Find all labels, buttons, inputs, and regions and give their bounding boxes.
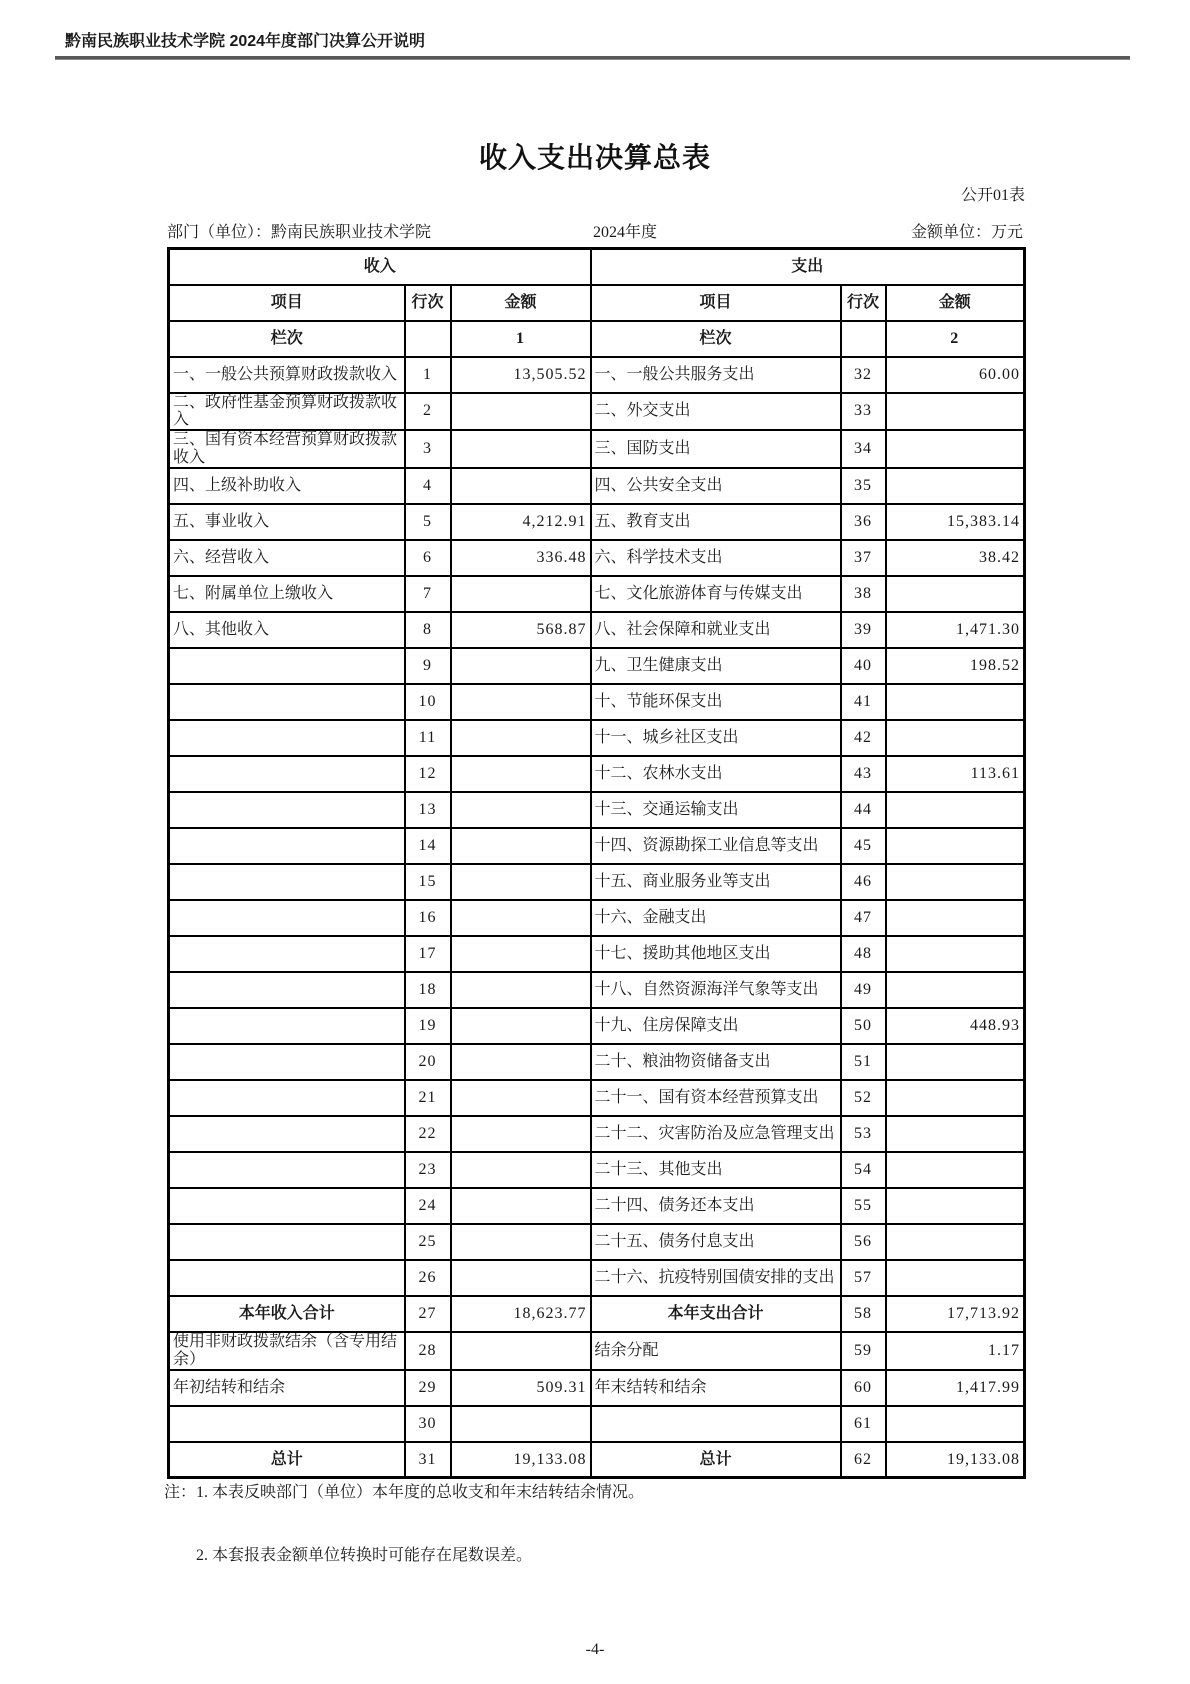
expenditure-item-cell: 十三、交通运输支出: [591, 792, 841, 828]
expenditure-line-number-cell: 53: [841, 1116, 886, 1152]
income-amount-cell: [451, 393, 591, 431]
expenditure-item-cell: 结余分配: [591, 1332, 841, 1370]
expenditure-item-cell: 十五、商业服务业等支出: [591, 864, 841, 900]
table-row: [169, 1224, 1025, 1260]
expenditure-item-cell: 本年支出合计: [591, 1296, 841, 1332]
income-line-number-cell: 3: [405, 430, 451, 468]
expenditure-line-number-cell: 57: [841, 1260, 886, 1296]
expenditure-amount-cell: 60.00: [886, 357, 1025, 393]
income-line-number-cell: 10: [405, 684, 451, 720]
table-row: [169, 1044, 1025, 1080]
expenditure-line-number-cell: 61: [841, 1406, 886, 1442]
income-item-cell: [169, 828, 405, 864]
table-row: [169, 720, 1025, 756]
expenditure-line-number-cell: 50: [841, 1008, 886, 1044]
expenditure-line-number-cell: 54: [841, 1152, 886, 1188]
expenditure-line-header: 行次: [841, 285, 886, 321]
table-row: [169, 1008, 1025, 1044]
column-header-row: [169, 285, 1025, 321]
expenditure-item-cell: 九、卫生健康支出: [591, 648, 841, 684]
income-line-number-cell: 15: [405, 864, 451, 900]
income-line-number-cell: 5: [405, 504, 451, 540]
expenditure-item-cell: 二十三、其他支出: [591, 1152, 841, 1188]
expenditure-item-cell: 二十、粮油物资储备支出: [591, 1044, 841, 1080]
expenditure-line-number-cell: 45: [841, 828, 886, 864]
income-item-cell: [169, 1044, 405, 1080]
expenditure-amount-cell: [886, 900, 1025, 936]
table-row: [169, 972, 1025, 1008]
income-amount-cell: [451, 1044, 591, 1080]
expenditure-item-cell: 十二、农林水支出: [591, 756, 841, 792]
table-code-label: 公开01表: [960, 187, 1025, 204]
expenditure-item-cell: 年末结转和结余: [591, 1370, 841, 1406]
income-lanci-line-blank: [405, 321, 451, 357]
expenditure-amount-cell: [886, 430, 1025, 468]
expenditure-line-number-cell: 42: [841, 720, 886, 756]
income-amount-cell: [451, 684, 591, 720]
expenditure-line-number-cell: 52: [841, 1080, 886, 1116]
income-amount-cell: [451, 792, 591, 828]
expenditure-amount-cell: [886, 936, 1025, 972]
table-row: [169, 1296, 1025, 1332]
income-line-header: 行次: [405, 285, 451, 321]
expenditure-amount-cell: 1.17: [886, 1332, 1025, 1370]
income-item-cell: [169, 864, 405, 900]
income-line-number-cell: 17: [405, 936, 451, 972]
page-title: 收入支出决算总表: [478, 142, 711, 173]
income-amount-cell: 18,623.77: [451, 1296, 591, 1332]
table-row: [169, 540, 1025, 576]
income-item-cell: [169, 1008, 405, 1044]
expenditure-line-number-cell: 47: [841, 900, 886, 936]
income-item-cell: 本年收入合计: [169, 1296, 405, 1332]
expenditure-lanci-label: 栏次: [591, 321, 841, 357]
expenditure-amount-cell: 19,133.08: [886, 1442, 1025, 1478]
expenditure-item-cell: 十七、援助其他地区支出: [591, 936, 841, 972]
table-row: [169, 936, 1025, 972]
income-line-number-cell: 20: [405, 1044, 451, 1080]
income-item-cell: 八、其他收入: [169, 612, 405, 648]
income-item-cell: [169, 1080, 405, 1116]
income-item-cell: [169, 648, 405, 684]
expenditure-item-cell: 二十一、国有资本经营预算支出: [591, 1080, 841, 1116]
income-amount-cell: [451, 936, 591, 972]
header-divider-rule: [55, 56, 1130, 60]
expenditure-amount-cell: 198.52: [886, 648, 1025, 684]
table-row: [169, 1152, 1025, 1188]
income-amount-cell: [451, 1224, 591, 1260]
income-line-number-cell: 18: [405, 972, 451, 1008]
income-amount-cell: [451, 864, 591, 900]
income-item-cell: [169, 756, 405, 792]
table-row: [169, 864, 1025, 900]
expenditure-line-number-cell: 56: [841, 1224, 886, 1260]
expenditure-line-number-cell: 49: [841, 972, 886, 1008]
income-item-cell: 一、一般公共预算财政拨款收入: [169, 357, 405, 393]
expenditure-amount-cell: [886, 393, 1025, 431]
income-item-cell: [169, 1188, 405, 1224]
income-amount-cell: 19,133.08: [451, 1442, 591, 1478]
expenditure-item-cell: 五、教育支出: [591, 504, 841, 540]
income-item-cell: [169, 900, 405, 936]
income-item-cell: [169, 936, 405, 972]
table-row: [169, 468, 1025, 504]
table-row: [169, 1080, 1025, 1116]
table-row: [169, 576, 1025, 612]
table-row: [169, 684, 1025, 720]
income-amount-cell: [451, 648, 591, 684]
income-line-number-cell: 11: [405, 720, 451, 756]
expenditure-line-number-cell: 33: [841, 393, 886, 431]
income-amount-cell: [451, 1008, 591, 1044]
expenditure-item-cell: 六、科学技术支出: [591, 540, 841, 576]
expenditure-item-cell: 十九、住房保障支出: [591, 1008, 841, 1044]
income-amount-cell: 509.31: [451, 1370, 591, 1406]
income-line-number-cell: 1: [405, 357, 451, 393]
income-line-number-cell: 14: [405, 828, 451, 864]
document-header-title: 黔南民族职业技术学院 2024年度部门决算公开说明: [65, 33, 426, 50]
expenditure-amount-cell: [886, 1188, 1025, 1224]
column-index-row: [169, 321, 1025, 357]
table-row: [169, 504, 1025, 540]
expenditure-item-header: 项目: [591, 285, 841, 321]
income-item-cell: 四、上级补助收入: [169, 468, 405, 504]
expenditure-line-number-cell: 51: [841, 1044, 886, 1080]
expenditure-amount-cell: [886, 1116, 1025, 1152]
income-amount-cell: [451, 900, 591, 936]
income-item-cell: 三、国有资本经营预算财政拨款收入: [169, 430, 405, 468]
income-item-cell: 使用非财政拨款结余（含专用结余）: [169, 1332, 405, 1370]
expenditure-amount-cell: [886, 684, 1025, 720]
expenditure-item-cell: 一、一般公共服务支出: [591, 357, 841, 393]
income-amount-cell: [451, 972, 591, 1008]
expenditure-item-cell: [591, 1406, 841, 1442]
income-item-cell: [169, 684, 405, 720]
income-item-cell: [169, 720, 405, 756]
income-line-number-cell: 9: [405, 648, 451, 684]
income-line-number-cell: 25: [405, 1224, 451, 1260]
income-item-cell: [169, 792, 405, 828]
income-amount-cell: 4,212.91: [451, 504, 591, 540]
expenditure-line-number-cell: 36: [841, 504, 886, 540]
expenditure-item-cell: 七、文化旅游体育与传媒支出: [591, 576, 841, 612]
expenditure-column-index: 2: [886, 321, 1025, 357]
table-row: [169, 1442, 1025, 1478]
expenditure-line-number-cell: 58: [841, 1296, 886, 1332]
expenditure-amount-cell: 17,713.92: [886, 1296, 1025, 1332]
table-data-rows: [169, 357, 1025, 1478]
income-amount-cell: [451, 1152, 591, 1188]
income-line-number-cell: 27: [405, 1296, 451, 1332]
income-line-number-cell: 28: [405, 1332, 451, 1370]
income-column-index: 1: [451, 321, 591, 357]
expenditure-amount-cell: [886, 792, 1025, 828]
expenditure-section-header: 支出: [591, 249, 1025, 285]
income-section-header: 收入: [169, 249, 591, 285]
income-item-header: 项目: [169, 285, 405, 321]
expenditure-item-cell: 十、节能环保支出: [591, 684, 841, 720]
expenditure-item-cell: 二十四、债务还本支出: [591, 1188, 841, 1224]
expenditure-item-cell: 总计: [591, 1442, 841, 1478]
income-amount-cell: [451, 720, 591, 756]
income-amount-cell: [451, 1332, 591, 1370]
income-amount-cell: [451, 576, 591, 612]
table-row: [169, 430, 1025, 468]
expenditure-item-cell: 二、外交支出: [591, 393, 841, 431]
expenditure-item-cell: 二十二、灾害防治及应急管理支出: [591, 1116, 841, 1152]
income-line-number-cell: 12: [405, 756, 451, 792]
income-amount-cell: 568.87: [451, 612, 591, 648]
expenditure-amount-cell: 448.93: [886, 1008, 1025, 1044]
income-item-cell: [169, 972, 405, 1008]
expenditure-amount-cell: 1,471.30: [886, 612, 1025, 648]
income-amount-cell: [451, 430, 591, 468]
income-amount-cell: [451, 468, 591, 504]
income-line-number-cell: 8: [405, 612, 451, 648]
expenditure-item-cell: 八、社会保障和就业支出: [591, 612, 841, 648]
expenditure-line-number-cell: 37: [841, 540, 886, 576]
expenditure-amount-cell: [886, 828, 1025, 864]
income-item-cell: 六、经营收入: [169, 540, 405, 576]
expenditure-amount-cell: [886, 972, 1025, 1008]
expenditure-line-number-cell: 41: [841, 684, 886, 720]
income-line-number-cell: 26: [405, 1260, 451, 1296]
meta-amount-unit: 金额单位：万元: [910, 224, 1023, 241]
expenditure-line-number-cell: 39: [841, 612, 886, 648]
expenditure-line-number-cell: 32: [841, 357, 886, 393]
income-amount-cell: [451, 828, 591, 864]
table-row: [169, 1188, 1025, 1224]
income-amount-cell: 336.48: [451, 540, 591, 576]
income-item-cell: [169, 1224, 405, 1260]
income-line-number-cell: 13: [405, 792, 451, 828]
income-amount-cell: [451, 1406, 591, 1442]
income-line-number-cell: 2: [405, 393, 451, 431]
expenditure-line-number-cell: 43: [841, 756, 886, 792]
expenditure-item-cell: 十一、城乡社区支出: [591, 720, 841, 756]
expenditure-amount-cell: 113.61: [886, 756, 1025, 792]
expenditure-amount-cell: [886, 576, 1025, 612]
table-row: [169, 612, 1025, 648]
expenditure-line-number-cell: 48: [841, 936, 886, 972]
income-amount-cell: [451, 1116, 591, 1152]
income-line-number-cell: 31: [405, 1442, 451, 1478]
table-row: [169, 828, 1025, 864]
table-row: [169, 792, 1025, 828]
expenditure-lanci-line-blank: [841, 321, 886, 357]
expenditure-item-cell: 十六、金融支出: [591, 900, 841, 936]
expenditure-amount-cell: [886, 1044, 1025, 1080]
expenditure-amount-cell: [886, 1080, 1025, 1116]
income-item-cell: [169, 1260, 405, 1296]
income-amount-cell: [451, 1080, 591, 1116]
expenditure-line-number-cell: 60: [841, 1370, 886, 1406]
income-item-cell: 年初结转和结余: [169, 1370, 405, 1406]
expenditure-amount-cell: [886, 1224, 1025, 1260]
expenditure-line-number-cell: 38: [841, 576, 886, 612]
income-line-number-cell: 30: [405, 1406, 451, 1442]
income-item-cell: 七、附属单位上缴收入: [169, 576, 405, 612]
expenditure-amount-header: 金额: [886, 285, 1025, 321]
table-row: [169, 756, 1025, 792]
expenditure-amount-cell: [886, 864, 1025, 900]
table-meta-row: [0, 219, 1190, 241]
table-note-1: 注：1. 本表反映部门（单位）本年度的总收支和年末结转结余情况。: [164, 1484, 645, 1501]
income-item-cell: 二、政府性基金预算财政拨款收入: [169, 393, 405, 431]
income-amount-header: 金额: [451, 285, 591, 321]
table-row: [169, 1116, 1025, 1152]
income-line-number-cell: 7: [405, 576, 451, 612]
table-row: [169, 393, 1025, 431]
income-amount-cell: [451, 1260, 591, 1296]
expenditure-amount-cell: [886, 720, 1025, 756]
expenditure-line-number-cell: 34: [841, 430, 886, 468]
expenditure-amount-cell: [886, 1260, 1025, 1296]
income-line-number-cell: 19: [405, 1008, 451, 1044]
income-line-number-cell: 29: [405, 1370, 451, 1406]
expenditure-item-cell: 十四、资源勘探工业信息等支出: [591, 828, 841, 864]
expenditure-line-number-cell: 62: [841, 1442, 886, 1478]
income-line-number-cell: 4: [405, 468, 451, 504]
table-row: [169, 1406, 1025, 1442]
expenditure-line-number-cell: 40: [841, 648, 886, 684]
table-row: [169, 900, 1025, 936]
expenditure-line-number-cell: 46: [841, 864, 886, 900]
income-line-number-cell: 22: [405, 1116, 451, 1152]
expenditure-amount-cell: 38.42: [886, 540, 1025, 576]
income-amount-cell: [451, 1188, 591, 1224]
expenditure-line-number-cell: 59: [841, 1332, 886, 1370]
expenditure-line-number-cell: 44: [841, 792, 886, 828]
page-number: -4-: [585, 1641, 605, 1658]
income-item-cell: [169, 1116, 405, 1152]
income-amount-cell: 13,505.52: [451, 357, 591, 393]
income-item-cell: [169, 1406, 405, 1442]
income-amount-cell: [451, 756, 591, 792]
table-row: [169, 1260, 1025, 1296]
income-line-number-cell: 16: [405, 900, 451, 936]
expenditure-amount-cell: [886, 1406, 1025, 1442]
table-row: [169, 1370, 1025, 1406]
income-line-number-cell: 21: [405, 1080, 451, 1116]
meta-department: 部门（单位）：黔南民族职业技术学院: [167, 224, 432, 241]
expenditure-line-number-cell: 55: [841, 1188, 886, 1224]
expenditure-amount-cell: [886, 1152, 1025, 1188]
expenditure-item-cell: 三、国防支出: [591, 430, 841, 468]
final-accounts-table: [167, 247, 1026, 1479]
meta-fiscal-year: 2024年度: [593, 224, 658, 241]
table-row: [169, 1332, 1025, 1370]
table-row: [169, 648, 1025, 684]
expenditure-item-cell: 二十五、债务付息支出: [591, 1224, 841, 1260]
income-line-number-cell: 23: [405, 1152, 451, 1188]
income-item-cell: 总计: [169, 1442, 405, 1478]
table-row: [169, 357, 1025, 393]
income-line-number-cell: 24: [405, 1188, 451, 1224]
expenditure-amount-cell: [886, 468, 1025, 504]
expenditure-item-cell: 二十六、抗疫特别国债安排的支出: [591, 1260, 841, 1296]
income-item-cell: 五、事业收入: [169, 504, 405, 540]
expenditure-amount-cell: 1,417.99: [886, 1370, 1025, 1406]
income-lanci-label: 栏次: [169, 321, 405, 357]
income-item-cell: [169, 1152, 405, 1188]
section-header-row: [169, 249, 1025, 285]
income-line-number-cell: 6: [405, 540, 451, 576]
expenditure-amount-cell: 15,383.14: [886, 504, 1025, 540]
expenditure-item-cell: 四、公共安全支出: [591, 468, 841, 504]
expenditure-item-cell: 十八、自然资源海洋气象等支出: [591, 972, 841, 1008]
table-note-2: 2. 本套报表金额单位转换时可能存在尾数误差。: [196, 1547, 533, 1564]
expenditure-line-number-cell: 35: [841, 468, 886, 504]
